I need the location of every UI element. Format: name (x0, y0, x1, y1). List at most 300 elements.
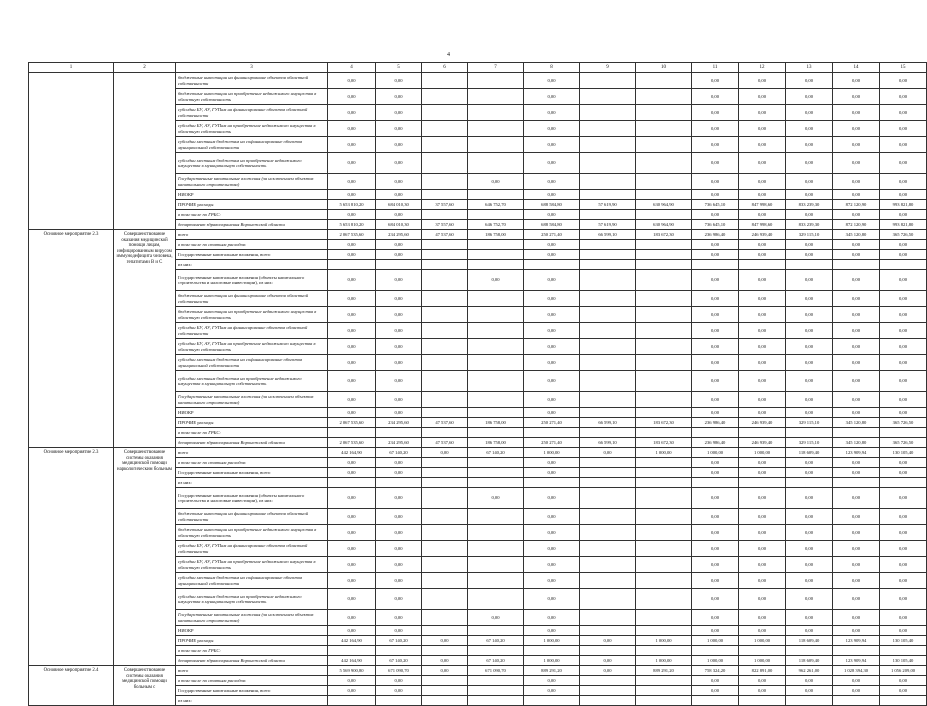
value-cell: 0,00 (880, 291, 927, 307)
value-cell (422, 408, 468, 418)
value-cell: 0,00 (833, 174, 880, 190)
value-cell: 0,00 (328, 589, 376, 610)
value-cell (422, 210, 468, 220)
value-cell: 0,00 (692, 541, 739, 557)
value-cell: 1 000,00 (692, 448, 739, 458)
value-cell: 0,00 (692, 610, 739, 626)
value-cell (422, 525, 468, 541)
value-cell: 0,00 (328, 105, 376, 121)
expense-label-cell: субсидии БУ, АУ, ГУПам на финансирование объектов областной собственности (176, 105, 328, 121)
value-cell: 0,00 (880, 323, 927, 339)
value-cell: 0,00 (376, 339, 422, 355)
value-cell: 0,00 (692, 371, 739, 392)
value-cell: 0,00 (739, 676, 786, 686)
value-cell (880, 478, 927, 488)
column-number-header: 9 (580, 63, 636, 73)
value-cell (786, 478, 833, 488)
value-cell: 0,00 (376, 270, 422, 291)
expense-label-cell: в том числе по ГРБС: (176, 646, 328, 656)
value-cell: 0,00 (524, 626, 580, 636)
value-cell (636, 250, 692, 260)
value-cell (580, 323, 636, 339)
value-cell: 0,00 (328, 371, 376, 392)
value-cell: 0,00 (739, 240, 786, 250)
value-cell: 0,00 (376, 392, 422, 408)
value-cell: 130 105,40 (880, 656, 927, 666)
value-cell: 630 964,90 (636, 220, 692, 230)
value-cell (468, 355, 524, 371)
expense-label-cell: в том числе по ГРБС: (176, 210, 328, 220)
value-cell: 0,00 (524, 270, 580, 291)
value-cell (468, 392, 524, 408)
value-cell: 234 295,60 (376, 438, 422, 448)
value-cell: 0,00 (328, 89, 376, 105)
value-cell: 0,00 (692, 121, 739, 137)
value-cell: 0,00 (524, 339, 580, 355)
value-cell (468, 589, 524, 610)
expense-label-cell: субсидии БУ, АУ, ГУПам на приобретение недвижимого имущества в областную собственность (176, 557, 328, 573)
value-cell: 0,00 (692, 105, 739, 121)
value-cell (328, 260, 376, 270)
value-cell: 345 120,80 (833, 418, 880, 428)
value-cell: 0,00 (692, 291, 739, 307)
value-cell: 0,00 (328, 174, 376, 190)
value-cell: 0,00 (524, 307, 580, 323)
value-cell: 123 909,94 (833, 656, 880, 666)
value-cell: 0,00 (786, 210, 833, 220)
value-cell: 0,00 (786, 557, 833, 573)
value-cell: 0,00 (376, 509, 422, 525)
value-cell: 250 271,40 (524, 230, 580, 240)
value-cell: 0,00 (880, 137, 927, 153)
value-cell (422, 392, 468, 408)
value-cell (636, 676, 692, 686)
value-cell (468, 371, 524, 392)
value-cell (636, 696, 692, 706)
value-cell: 0,00 (524, 371, 580, 392)
value-cell (422, 250, 468, 260)
value-cell: 0,00 (880, 468, 927, 478)
expense-label-cell: субсидии местным бюджетам на приобретение недвижимого имущества в муниципальную собственность (176, 153, 328, 174)
value-cell: 0,00 (880, 174, 927, 190)
value-cell: 833 239,30 (786, 220, 833, 230)
value-cell (636, 686, 692, 696)
value-cell (580, 676, 636, 686)
value-cell: 0,00 (692, 676, 739, 686)
value-cell: 0,00 (376, 371, 422, 392)
value-cell (580, 478, 636, 488)
expense-label-cell: Государственные капитальные вложения, всего (176, 468, 328, 478)
value-cell: 1 000,00 (692, 656, 739, 666)
value-cell: 0,00 (833, 557, 880, 573)
value-cell (692, 428, 739, 438)
value-cell: 0,00 (786, 468, 833, 478)
value-cell (422, 686, 468, 696)
value-cell (468, 676, 524, 686)
value-cell (422, 121, 468, 137)
value-cell (636, 541, 692, 557)
value-cell: 0,00 (786, 240, 833, 250)
value-cell: 0,00 (328, 291, 376, 307)
value-cell: 993 821,80 (880, 200, 927, 210)
value-cell: 0,00 (739, 105, 786, 121)
expense-label-cell: из них: (176, 696, 328, 706)
expense-label-cell: ПРОЧИЕ расходы (176, 418, 328, 428)
value-cell: 0,00 (833, 589, 880, 610)
value-cell: 67 140,20 (468, 636, 524, 646)
value-cell: 0,00 (328, 573, 376, 589)
value-cell (786, 696, 833, 706)
value-cell: 0,00 (786, 541, 833, 557)
value-cell: 0,00 (692, 686, 739, 696)
page-number: 4 (447, 52, 450, 58)
value-cell: 0,00 (786, 73, 833, 89)
value-cell: 0,00 (739, 541, 786, 557)
value-cell: 0,00 (692, 190, 739, 200)
value-cell: 0,00 (376, 190, 422, 200)
value-cell: 67 140,20 (376, 656, 422, 666)
value-cell (422, 468, 468, 478)
value-cell (580, 153, 636, 174)
value-cell: 0,00 (328, 626, 376, 636)
value-cell: 0,00 (328, 355, 376, 371)
value-cell (422, 89, 468, 105)
value-cell: 0,00 (524, 174, 580, 190)
value-cell: 0,00 (739, 210, 786, 220)
value-cell (468, 250, 524, 260)
value-cell: 0,00 (328, 323, 376, 339)
value-cell (468, 339, 524, 355)
value-cell: 0,00 (376, 468, 422, 478)
value-cell (524, 428, 580, 438)
value-cell (580, 428, 636, 438)
column-number-header: 2 (114, 63, 176, 73)
value-cell (786, 428, 833, 438)
expense-label-cell: Государственные капитальные вложения (объекты капитального строительства и налоговые инвестиции), из них: (176, 270, 328, 291)
value-cell: 0,00 (880, 240, 927, 250)
value-cell (636, 610, 692, 626)
value-cell: 0,00 (524, 392, 580, 408)
value-cell: 0,00 (328, 339, 376, 355)
value-cell: 0,00 (833, 488, 880, 509)
value-cell: 0,00 (880, 121, 927, 137)
value-cell (880, 696, 927, 706)
value-cell: 329 115,10 (786, 230, 833, 240)
value-cell: 0,00 (739, 610, 786, 626)
column-number-header: 4 (328, 63, 376, 73)
value-cell (580, 509, 636, 525)
value-cell: 758 324,20 (692, 666, 739, 676)
value-cell: 183 672,30 (636, 438, 692, 448)
value-cell: 0,00 (786, 458, 833, 468)
value-cell: 0,00 (833, 458, 880, 468)
value-cell (636, 323, 692, 339)
value-cell: 0,00 (376, 458, 422, 468)
value-cell: 0,00 (880, 392, 927, 408)
value-cell: 0,00 (880, 355, 927, 371)
value-cell (580, 210, 636, 220)
value-cell (422, 646, 468, 656)
value-cell: 0,00 (833, 250, 880, 260)
value-cell (468, 646, 524, 656)
value-cell: 1 000,00 (636, 636, 692, 646)
value-cell: 0,00 (328, 307, 376, 323)
value-cell (580, 355, 636, 371)
value-cell (376, 428, 422, 438)
event-number-cell: Основное мероприятие 2.3 (29, 448, 114, 666)
value-cell: 0,00 (880, 557, 927, 573)
event-name-cell: Совершенствование системы оказания медицинской помощи наркологическим больным (114, 448, 176, 666)
value-cell: 365 726,50 (880, 418, 927, 428)
value-cell (636, 73, 692, 89)
expense-label-cell: Государственные капитальные вложения (за исключением объектов капитального строительства) (176, 174, 328, 190)
value-cell (786, 646, 833, 656)
value-cell (580, 573, 636, 589)
value-cell (739, 478, 786, 488)
value-cell: 0,00 (786, 509, 833, 525)
value-cell (422, 339, 468, 355)
value-cell: 0,00 (376, 589, 422, 610)
value-cell: 0,00 (524, 525, 580, 541)
value-cell: 0,00 (328, 541, 376, 557)
event-number-cell: Основное мероприятие 2.3 (29, 230, 114, 448)
expense-label-cell: НИОКР (176, 626, 328, 636)
value-cell: 0,00 (376, 137, 422, 153)
value-cell (468, 323, 524, 339)
value-cell: 57 619,90 (580, 220, 636, 230)
value-cell: 1 000,00 (636, 656, 692, 666)
value-cell: 0,00 (786, 153, 833, 174)
value-cell: 889 291,20 (636, 666, 692, 676)
value-cell (422, 676, 468, 686)
value-cell (739, 260, 786, 270)
value-cell: 0,00 (376, 525, 422, 541)
value-cell (833, 646, 880, 656)
value-cell (468, 307, 524, 323)
expense-label-cell: субсидии местным бюджетам на приобретение недвижимого имущества в муниципальную собственность (176, 371, 328, 392)
value-cell: 1 000,00 (739, 448, 786, 458)
value-cell (422, 610, 468, 626)
value-cell (468, 573, 524, 589)
value-cell: 0,00 (833, 240, 880, 250)
value-cell: 688 584,80 (524, 200, 580, 210)
expense-label-cell: из них: (176, 478, 328, 488)
expense-label-cell: НИОКР (176, 408, 328, 418)
value-cell (422, 696, 468, 706)
value-cell: 0,00 (692, 408, 739, 418)
expense-label-cell: субсидии местным бюджетам на софинансирование объектов муниципальной собственности (176, 137, 328, 153)
value-cell (580, 240, 636, 250)
value-cell: 0,00 (786, 174, 833, 190)
value-cell: 0,00 (880, 371, 927, 392)
value-cell: 0,00 (786, 190, 833, 200)
column-number-header: 3 (176, 63, 328, 73)
value-cell: 246 939,40 (739, 438, 786, 448)
value-cell (580, 646, 636, 656)
column-number-header: 1 (29, 63, 114, 73)
value-cell: 0,00 (376, 240, 422, 250)
value-cell: 345 120,80 (833, 438, 880, 448)
value-cell: 47 537,60 (422, 438, 468, 448)
value-cell: 872 120,90 (833, 220, 880, 230)
value-cell: 0,00 (376, 89, 422, 105)
value-cell: 0,00 (880, 541, 927, 557)
value-cell: 646 752,70 (468, 200, 524, 210)
value-cell: 0,00 (833, 676, 880, 686)
value-cell (468, 240, 524, 250)
expense-label-cell: в том числе по статьям расходов: (176, 240, 328, 250)
value-cell: 646 752,70 (468, 220, 524, 230)
value-cell (468, 686, 524, 696)
budget-table (28, 62, 927, 706)
column-number-header: 15 (880, 63, 927, 73)
value-cell (786, 260, 833, 270)
value-cell (636, 339, 692, 355)
value-cell: 47 537,60 (422, 418, 468, 428)
expense-label-cell: бюджетные инвестиции на финансирование объектов областной собственности (176, 73, 328, 89)
value-cell: 0,00 (376, 105, 422, 121)
value-cell (422, 589, 468, 610)
value-cell: 0,00 (328, 392, 376, 408)
value-cell: 0,00 (524, 686, 580, 696)
value-cell: 0,00 (833, 408, 880, 418)
column-number-header: 13 (786, 63, 833, 73)
value-cell: 0,00 (376, 153, 422, 174)
value-cell: 0,00 (422, 666, 468, 676)
value-cell: 0,00 (328, 408, 376, 418)
value-cell: 847 998,60 (739, 200, 786, 210)
expense-label-cell: в том числе по ГРБС: (176, 428, 328, 438)
value-cell (468, 73, 524, 89)
value-cell: 250 271,40 (524, 438, 580, 448)
value-cell: 0,00 (833, 323, 880, 339)
value-cell: 0,00 (376, 488, 422, 509)
value-cell (580, 557, 636, 573)
value-cell (636, 291, 692, 307)
expense-label-cell: всего (176, 666, 328, 676)
value-cell: 0,00 (786, 525, 833, 541)
value-cell: 0,00 (328, 270, 376, 291)
value-cell: 0,00 (880, 458, 927, 468)
value-cell (468, 260, 524, 270)
value-cell (692, 478, 739, 488)
event-number-cell (29, 73, 114, 230)
value-cell: 0,00 (833, 153, 880, 174)
value-cell: 0,00 (422, 448, 468, 458)
value-cell (468, 478, 524, 488)
value-cell (636, 355, 692, 371)
value-cell (468, 408, 524, 418)
value-cell: 688 584,80 (524, 220, 580, 230)
value-cell: 118 609,40 (786, 636, 833, 646)
value-cell: 0,00 (524, 557, 580, 573)
value-cell: 0,00 (786, 307, 833, 323)
column-number-header: 14 (833, 63, 880, 73)
value-cell: 66 599,10 (580, 230, 636, 240)
value-cell: 0,00 (880, 573, 927, 589)
value-cell: 833 239,30 (786, 200, 833, 210)
event-name-cell: Совершенствование системы оказания медицинской помощи больным с (114, 666, 176, 706)
value-cell (468, 428, 524, 438)
value-cell: 0,00 (739, 626, 786, 636)
value-cell: 0,00 (328, 73, 376, 89)
expense-label-cell: всего (176, 448, 328, 458)
value-cell: 0,00 (580, 448, 636, 458)
value-cell: 186 758,00 (468, 438, 524, 448)
value-cell: 0,00 (786, 270, 833, 291)
value-cell: 37 557,60 (422, 220, 468, 230)
value-cell: 0,00 (833, 291, 880, 307)
value-cell (880, 260, 927, 270)
value-cell: 2 067 535,60 (328, 438, 376, 448)
value-cell: 0,00 (692, 153, 739, 174)
value-cell: 0,00 (833, 541, 880, 557)
value-cell: 0,00 (739, 392, 786, 408)
value-cell: 0,00 (524, 89, 580, 105)
expense-label-cell: Государственные капитальные вложения (за исключением объектов капитального строительства) (176, 392, 328, 408)
value-cell: 0,00 (524, 610, 580, 626)
value-cell: 0,00 (328, 190, 376, 200)
value-cell (580, 307, 636, 323)
value-cell: 0,00 (786, 291, 833, 307)
value-cell: 0,00 (739, 458, 786, 468)
value-cell (468, 137, 524, 153)
value-cell (880, 428, 927, 438)
value-cell: 0,00 (524, 250, 580, 260)
value-cell: 234 295,60 (376, 418, 422, 428)
value-cell: 0,00 (524, 541, 580, 557)
value-cell: 0,00 (376, 250, 422, 260)
value-cell: 0,00 (692, 488, 739, 509)
value-cell: 0,00 (880, 525, 927, 541)
value-cell (636, 307, 692, 323)
value-cell: 0,00 (739, 589, 786, 610)
value-cell (422, 428, 468, 438)
value-cell (468, 210, 524, 220)
value-cell (328, 696, 376, 706)
value-cell: 118 609,40 (786, 656, 833, 666)
value-cell (692, 696, 739, 706)
column-number-header: 10 (636, 63, 692, 73)
value-cell: 0,00 (880, 408, 927, 418)
value-cell: 0,00 (376, 355, 422, 371)
value-cell: 0,00 (739, 323, 786, 339)
value-cell (580, 270, 636, 291)
value-cell: 67 140,20 (376, 636, 422, 646)
value-cell (422, 307, 468, 323)
value-cell: 0,00 (692, 339, 739, 355)
value-cell: 0,00 (524, 240, 580, 250)
value-cell: 0,00 (739, 174, 786, 190)
value-cell (739, 696, 786, 706)
value-cell (422, 190, 468, 200)
value-cell: 0,00 (524, 210, 580, 220)
value-cell: 0,00 (692, 589, 739, 610)
value-cell: 0,00 (692, 355, 739, 371)
value-cell: 246 939,40 (739, 418, 786, 428)
value-cell: 183 672,30 (636, 230, 692, 240)
value-cell: 0,00 (739, 339, 786, 355)
value-cell (376, 478, 422, 488)
value-cell: 0,00 (692, 392, 739, 408)
value-cell: 0,00 (692, 210, 739, 220)
value-cell: 0,00 (692, 323, 739, 339)
value-cell: 0,00 (468, 270, 524, 291)
value-cell (524, 696, 580, 706)
value-cell: 186 758,00 (468, 230, 524, 240)
value-cell (468, 89, 524, 105)
value-cell: 630 964,90 (636, 200, 692, 210)
